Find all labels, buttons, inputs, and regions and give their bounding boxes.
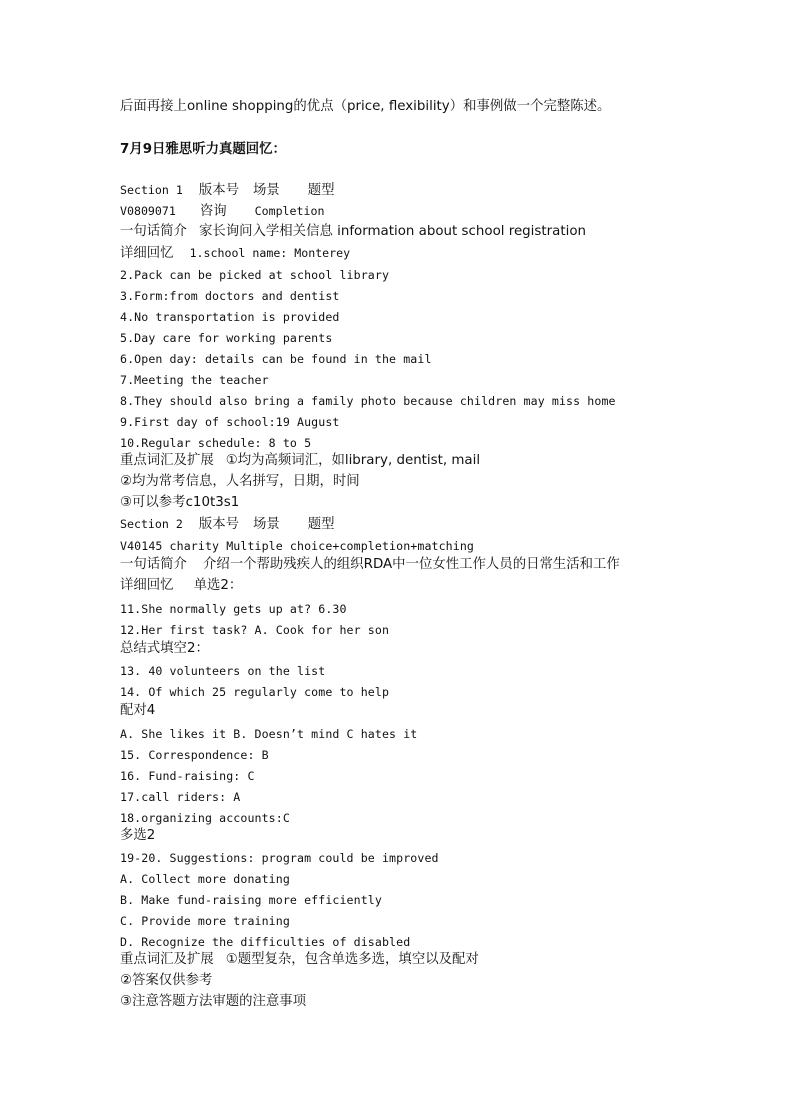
s2-match-item: 16. Fund-raising: C bbox=[120, 769, 255, 783]
s2-detail-row bbox=[120, 577, 242, 595]
s1-item: 7.Meeting the teacher bbox=[120, 373, 269, 387]
s1-header-version: 版本号 bbox=[198, 183, 239, 198]
s1-meta-type: Completion bbox=[254, 204, 325, 218]
s1-item: 5.Day care for working parents bbox=[120, 331, 333, 345]
s2-fill-item: 13. 40 volunteers on the list bbox=[120, 664, 326, 678]
s2-vocab-row bbox=[120, 951, 479, 969]
s2-intro-text: 介绍一个帮助残疾人的组织RDA中一位女性工作人员的日常生活和工作 bbox=[202, 557, 620, 572]
s2-match-item: A. She likes it B. Doesn’t mind C hates it bbox=[120, 727, 418, 741]
s2-vocab-note-3: ③注意答题方法审题的注意事项 bbox=[120, 994, 307, 1009]
s2-multi-label: 多选2 bbox=[120, 828, 156, 843]
s1-item: 2.Pack can be picked at school library bbox=[120, 268, 390, 282]
s2-fill-item: 14. Of which 25 regularly come to help bbox=[120, 685, 390, 699]
s2-header-section: Section 2 bbox=[120, 517, 183, 531]
s2-fill-label: 总结式填空2： bbox=[120, 641, 209, 656]
s2-detail-first: 单选2： bbox=[193, 578, 243, 593]
s2-vocab-note-2: ②答案仅供参考 bbox=[120, 973, 213, 988]
s1-meta-row bbox=[120, 202, 324, 221]
s2-header-scene: 场景 bbox=[253, 517, 280, 532]
s1-vocab-row bbox=[120, 452, 480, 470]
s1-header-row bbox=[120, 181, 335, 200]
s2-match-item: 15. Correspondence: B bbox=[120, 748, 269, 762]
s1-intro-label: 一句话简介 bbox=[120, 224, 187, 239]
s2-multi-item: D. Recognize the difficulties of disabled bbox=[120, 935, 411, 949]
s2-mc-item: 11.She normally gets up at? 6.30 bbox=[120, 602, 347, 616]
s1-item: 6.Open day: details can be found in the mail bbox=[120, 352, 432, 366]
intro-paragraph: 后面再接上online shopping的优点（price, flexibility）和事例做一个完整陈述。 bbox=[120, 99, 611, 114]
s2-detail-label: 详细回忆 bbox=[120, 578, 174, 593]
s1-item: 9.First day of school:19 August bbox=[120, 415, 340, 429]
s1-vocab-note-2: ②均为常考信息，人名拼写，日期，时间 bbox=[120, 474, 360, 489]
s1-detail-first: 1.school name: Monterey bbox=[189, 246, 351, 260]
s1-item: 4.No transportation is provided bbox=[120, 310, 340, 324]
s1-item: 3.Form:from doctors and dentist bbox=[120, 289, 340, 303]
s1-header-type: 题型 bbox=[307, 183, 335, 198]
s1-item: 8.They should also bring a family photo because children may miss home bbox=[120, 394, 616, 408]
s1-vocab-note-3: ③可以参考c10t3s1 bbox=[120, 495, 240, 510]
s2-intro-label: 一句话简介 bbox=[120, 557, 187, 572]
s1-detail-label: 详细回忆 bbox=[120, 246, 174, 261]
s2-match-item: 17.call riders: A bbox=[120, 790, 241, 804]
s1-intro-row bbox=[120, 223, 586, 241]
s2-multi-item: C. Provide more training bbox=[120, 914, 290, 928]
s1-item: 10.Regular schedule: 8 to 5 bbox=[120, 436, 312, 450]
s2-multi-item: A. Collect more donating bbox=[120, 872, 290, 886]
s2-match-label: 配对4 bbox=[120, 703, 156, 718]
s1-vocab-label: 重点词汇及扩展 bbox=[120, 453, 214, 468]
s2-intro-row bbox=[120, 556, 620, 574]
s2-header-version: 版本号 bbox=[198, 517, 239, 532]
s1-header-section: Section 1 bbox=[120, 183, 183, 197]
s2-header-row bbox=[120, 515, 335, 534]
s2-vocab-label: 重点词汇及扩展 bbox=[120, 952, 214, 967]
s2-multi-item: B. Make fund-raising more efficiently bbox=[120, 893, 382, 907]
s2-match-item: 18.organizing accounts:C bbox=[120, 811, 290, 825]
s1-header-scene: 场景 bbox=[253, 183, 280, 198]
page-heading: 7月9日雅思听力真题回忆： bbox=[120, 142, 286, 157]
s1-detail-row bbox=[120, 244, 350, 263]
s1-intro-text: 家长询问入学相关信息 information about school registration bbox=[198, 224, 586, 239]
s1-meta-version: V0809071 bbox=[120, 204, 176, 218]
s2-meta-row: V40145 charity Multiple choice+completion+matching bbox=[120, 539, 475, 553]
s1-meta-scene: 咨询 bbox=[199, 204, 227, 219]
s2-multi-item: 19-20. Suggestions: program could be improved bbox=[120, 851, 439, 865]
s2-mc-item: 12.Her first task? A. Cook for her son bbox=[120, 623, 390, 637]
s1-vocab-note-1: ①均为高频词汇，如library, dentist, mail bbox=[225, 453, 481, 468]
s2-header-type: 题型 bbox=[307, 517, 335, 532]
s2-vocab-note-1: ①题型复杂，包含单选多选，填空以及配对 bbox=[225, 952, 479, 967]
